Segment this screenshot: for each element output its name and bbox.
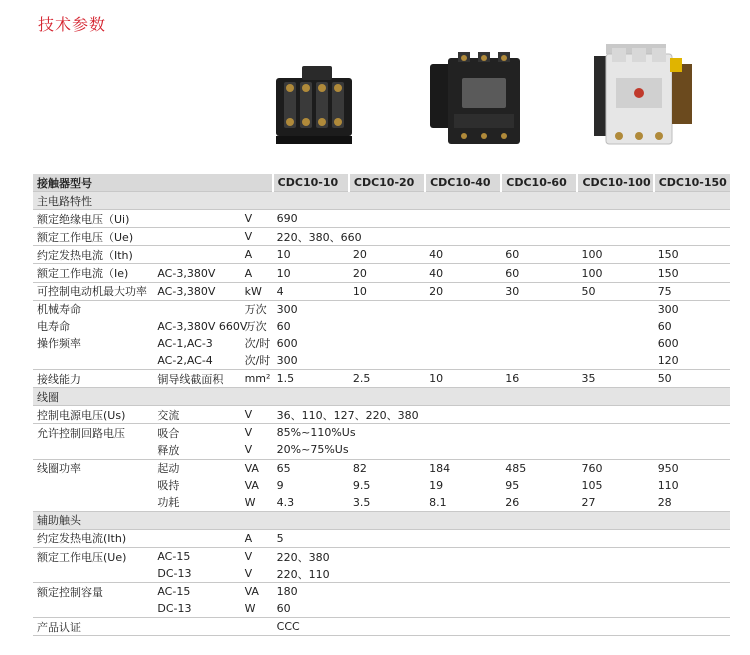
param-unit: A xyxy=(241,529,273,547)
table-row xyxy=(33,583,730,601)
table-row xyxy=(33,600,730,618)
value-cell: 10 xyxy=(273,264,349,282)
table-row xyxy=(33,282,730,300)
value-cell: 28 xyxy=(654,494,730,512)
value-cell xyxy=(577,210,653,228)
param-unit: V xyxy=(241,441,273,459)
table-row xyxy=(33,618,730,636)
param-unit: 次/时 xyxy=(244,337,271,351)
value-cell xyxy=(349,441,425,459)
section-title: 主电路特性 xyxy=(33,192,730,210)
value-cell xyxy=(501,600,577,618)
value-cell: 184 xyxy=(429,461,451,475)
value-cell xyxy=(654,210,730,228)
value-cell: 50 xyxy=(577,282,653,300)
param-condition: AC-2,AC-4 xyxy=(153,352,240,370)
model-label: 接触器型号 xyxy=(33,174,273,192)
value-cell: 36、110、127、220、380 xyxy=(273,406,349,424)
value-cell xyxy=(501,335,577,352)
value-cell xyxy=(577,565,653,583)
model-cdc10-40: CDC10-40 xyxy=(425,174,501,192)
param-name: 电寿命 xyxy=(37,320,70,334)
value-cell: 85%~110%Us xyxy=(276,426,356,440)
value-cell xyxy=(577,300,653,318)
value-cell xyxy=(501,547,577,565)
value-cell: 690 xyxy=(273,210,349,228)
value-cell xyxy=(349,547,425,565)
param-unit: W xyxy=(241,600,273,618)
value-cell: 20 xyxy=(349,246,425,264)
value-cell: CCC xyxy=(273,618,349,636)
value-cell xyxy=(349,352,425,370)
value-cell xyxy=(654,529,730,547)
value-cell xyxy=(425,318,501,335)
value-cell xyxy=(577,583,653,601)
value-cell xyxy=(425,583,501,601)
value-cell xyxy=(577,318,653,335)
param-condition xyxy=(153,228,240,246)
param-unit: A xyxy=(241,264,273,282)
table-row xyxy=(33,246,730,264)
table-row xyxy=(33,352,730,370)
param-condition: 起动 xyxy=(157,462,180,476)
model-cdc10-20: CDC10-20 xyxy=(349,174,425,192)
param-name xyxy=(33,441,153,459)
value-cell xyxy=(654,547,730,565)
value-cell xyxy=(501,424,577,442)
value-cell xyxy=(501,583,577,601)
param-condition: DC-13 xyxy=(153,565,240,583)
value-cell xyxy=(425,529,501,547)
param-name: 允许控制回路电压 xyxy=(37,426,125,440)
value-cell: 16 xyxy=(501,370,577,388)
value-cell xyxy=(425,352,501,370)
value-cell: 27 xyxy=(577,494,653,512)
table-row xyxy=(33,441,730,459)
value-cell xyxy=(501,228,577,246)
value-cell: 120 xyxy=(654,352,730,370)
param-condition xyxy=(153,529,240,547)
value-cell xyxy=(501,318,577,335)
param-name: 约定发热电流(Ith) xyxy=(33,529,153,547)
value-cell xyxy=(654,424,730,442)
value-cell xyxy=(654,583,730,601)
param-name: 额定控制容量 xyxy=(37,585,103,599)
value-cell: 1.5 xyxy=(273,370,349,388)
param-unit: VA xyxy=(244,478,259,492)
section-row xyxy=(33,511,730,529)
param-condition: 吸合 xyxy=(157,426,180,440)
param-unit: VA xyxy=(244,585,259,599)
param-name xyxy=(33,600,153,618)
value-cell: 26 xyxy=(501,494,577,512)
value-cell xyxy=(577,352,653,370)
table-row xyxy=(33,477,730,494)
param-unit: W xyxy=(241,494,273,512)
value-cell xyxy=(654,441,730,459)
value-cell: 4 xyxy=(273,282,349,300)
value-cell xyxy=(425,547,501,565)
value-cell: 40 xyxy=(425,246,501,264)
contactor-large-image xyxy=(592,40,702,150)
param-condition: AC-1,AC-3 xyxy=(157,336,213,350)
param-condition: 吸持 xyxy=(157,479,180,493)
param-condition: DC-13 xyxy=(153,600,240,618)
param-condition xyxy=(153,246,240,264)
model-cdc10-100: CDC10-100 xyxy=(577,174,653,192)
value-cell: 600 xyxy=(657,336,679,350)
param-condition: AC-3,380V 660V xyxy=(157,319,248,333)
section-title: 辅助触头 xyxy=(33,511,730,529)
value-cell xyxy=(425,210,501,228)
value-cell xyxy=(577,335,653,352)
table-row xyxy=(33,264,730,282)
value-cell: 150 xyxy=(654,264,730,282)
value-cell: 60 xyxy=(501,246,577,264)
value-cell xyxy=(425,424,501,442)
model-cdc10-60: CDC10-60 xyxy=(501,174,577,192)
value-cell: 10 xyxy=(273,246,349,264)
value-cell xyxy=(425,335,501,352)
value-cell xyxy=(654,228,730,246)
param-condition xyxy=(153,618,240,636)
section-row xyxy=(33,192,730,210)
param-unit: V xyxy=(241,228,273,246)
value-cell: 2.5 xyxy=(349,370,425,388)
value-cell xyxy=(577,618,653,636)
param-name: 额定工作电压(Ue) xyxy=(37,550,127,564)
value-cell: 3.5 xyxy=(349,494,425,512)
param-condition: 铜导线截面积 xyxy=(153,370,240,388)
contactor-medium-image xyxy=(428,52,528,152)
value-cell xyxy=(501,565,577,583)
table-row xyxy=(33,228,730,246)
value-cell xyxy=(425,300,501,318)
value-cell: 40 xyxy=(425,264,501,282)
param-name: 产品认证 xyxy=(33,618,153,636)
param-unit: V xyxy=(241,565,273,583)
value-cell xyxy=(577,228,653,246)
value-cell xyxy=(654,600,730,618)
param-unit: V xyxy=(244,426,253,440)
param-condition xyxy=(153,210,240,228)
param-name: 约定发热电流（Ith) xyxy=(33,246,153,264)
value-cell: 20 xyxy=(349,264,425,282)
value-cell: 110 xyxy=(657,478,679,492)
param-condition: 交流 xyxy=(153,406,240,424)
param-unit: mm² xyxy=(241,370,273,388)
value-cell xyxy=(501,618,577,636)
value-cell: 9.5 xyxy=(352,478,371,492)
value-cell xyxy=(501,210,577,228)
value-cell xyxy=(425,565,501,583)
param-unit: 万次 xyxy=(244,303,267,317)
value-cell xyxy=(349,565,425,583)
value-cell: 760 xyxy=(581,461,603,475)
value-cell: 4.3 xyxy=(273,494,349,512)
value-cell: 8.1 xyxy=(425,494,501,512)
value-cell xyxy=(501,441,577,459)
value-cell: 300 xyxy=(273,352,349,370)
spec-table-body xyxy=(33,192,730,636)
value-cell: 20%~75%Us xyxy=(273,441,349,459)
value-cell xyxy=(577,529,653,547)
value-cell: 95 xyxy=(505,478,520,492)
param-name: 线圈功率 xyxy=(37,462,81,476)
value-cell: 105 xyxy=(581,478,603,492)
value-cell: 82 xyxy=(352,461,367,475)
param-unit xyxy=(241,618,273,636)
section-title: 线圈 xyxy=(33,388,730,406)
value-cell xyxy=(349,600,425,618)
value-cell xyxy=(501,406,577,424)
table-row xyxy=(33,459,730,477)
param-unit: A xyxy=(241,246,273,264)
value-cell: 35 xyxy=(577,370,653,388)
value-cell xyxy=(577,600,653,618)
value-cell: 10 xyxy=(349,282,425,300)
value-cell: 60 xyxy=(657,319,672,333)
value-cell xyxy=(501,352,577,370)
value-cell: 9 xyxy=(276,478,284,492)
value-cell: 5 xyxy=(273,529,349,547)
value-cell xyxy=(577,424,653,442)
value-cell: 60 xyxy=(501,264,577,282)
table-row xyxy=(33,529,730,547)
value-cell xyxy=(425,618,501,636)
value-cell xyxy=(501,300,577,318)
contactor-small-image xyxy=(272,64,358,150)
value-cell: 300 xyxy=(657,302,679,316)
value-cell: 485 xyxy=(505,461,527,475)
param-unit: 次/时 xyxy=(241,352,273,370)
value-cell xyxy=(425,228,501,246)
param-condition: AC-15 xyxy=(157,550,191,564)
value-cell: 19 xyxy=(429,478,444,492)
table-row xyxy=(33,210,730,228)
value-cell xyxy=(349,424,425,442)
value-cell xyxy=(349,210,425,228)
param-name: 可控制电动机最大功率 xyxy=(33,282,153,300)
param-name xyxy=(33,477,153,494)
page-title: 技术参数 xyxy=(38,15,107,34)
param-name: 机械寿命 xyxy=(37,303,81,317)
table-row xyxy=(33,335,730,352)
param-unit: VA xyxy=(244,461,259,475)
param-unit: V xyxy=(244,550,253,564)
value-cell: 60 xyxy=(276,319,291,333)
param-name xyxy=(33,352,153,370)
param-condition xyxy=(153,300,240,318)
param-name xyxy=(33,494,153,512)
param-condition: AC-3,380V xyxy=(153,264,240,282)
table-row xyxy=(33,547,730,565)
value-cell xyxy=(577,441,653,459)
value-cell xyxy=(349,583,425,601)
value-cell xyxy=(654,406,730,424)
table-row xyxy=(33,370,730,388)
value-cell: 220、380 xyxy=(276,550,330,564)
value-cell xyxy=(349,335,425,352)
value-cell xyxy=(501,529,577,547)
table-row xyxy=(33,494,730,512)
value-cell: 220、110 xyxy=(273,565,349,583)
value-cell: 100 xyxy=(577,264,653,282)
model-cdc10-150: CDC10-150 xyxy=(654,174,730,192)
value-cell: 220、380、660 xyxy=(273,228,349,246)
table-row xyxy=(33,318,730,335)
value-cell xyxy=(425,441,501,459)
value-cell: 30 xyxy=(501,282,577,300)
value-cell xyxy=(349,618,425,636)
value-cell: 50 xyxy=(654,370,730,388)
value-cell xyxy=(425,406,501,424)
value-cell xyxy=(349,300,425,318)
value-cell: 300 xyxy=(276,302,298,316)
value-cell xyxy=(349,318,425,335)
param-name: 额定工作电流（Ie) xyxy=(33,264,153,282)
param-name: 操作频率 xyxy=(37,337,81,351)
param-condition: AC-3,380V xyxy=(153,282,240,300)
value-cell: 180 xyxy=(276,585,298,599)
value-cell xyxy=(577,406,653,424)
param-name: 额定绝缘电压（Ui) xyxy=(33,210,153,228)
param-name: 接线能力 xyxy=(33,370,153,388)
param-condition: AC-15 xyxy=(157,585,191,599)
table-row xyxy=(33,300,730,318)
param-unit: V xyxy=(241,210,273,228)
value-cell: 20 xyxy=(425,282,501,300)
value-cell: 600 xyxy=(276,336,298,350)
table-row xyxy=(33,406,730,424)
value-cell: 10 xyxy=(425,370,501,388)
value-cell xyxy=(577,547,653,565)
value-cell xyxy=(654,565,730,583)
value-cell: 100 xyxy=(577,246,653,264)
table-row xyxy=(33,424,730,442)
table-header-row xyxy=(33,174,730,192)
value-cell: 60 xyxy=(273,600,349,618)
value-cell: 150 xyxy=(654,246,730,264)
value-cell: 65 xyxy=(276,461,291,475)
value-cell xyxy=(349,529,425,547)
value-cell: 950 xyxy=(657,461,679,475)
param-unit: 万次 xyxy=(244,320,267,334)
value-cell xyxy=(425,600,501,618)
value-cell xyxy=(654,618,730,636)
table-row xyxy=(33,565,730,583)
param-condition: 释放 xyxy=(153,441,240,459)
param-unit: V xyxy=(241,406,273,424)
section-row xyxy=(33,388,730,406)
spec-table xyxy=(33,174,730,636)
param-condition: 功耗 xyxy=(153,494,240,512)
param-name: 额定工作电压（Ue) xyxy=(33,228,153,246)
param-name xyxy=(33,565,153,583)
model-cdc10-10: CDC10-10 xyxy=(273,174,349,192)
value-cell: 75 xyxy=(654,282,730,300)
param-unit: kW xyxy=(241,282,273,300)
param-name: 控制电源电压(Us) xyxy=(33,406,153,424)
